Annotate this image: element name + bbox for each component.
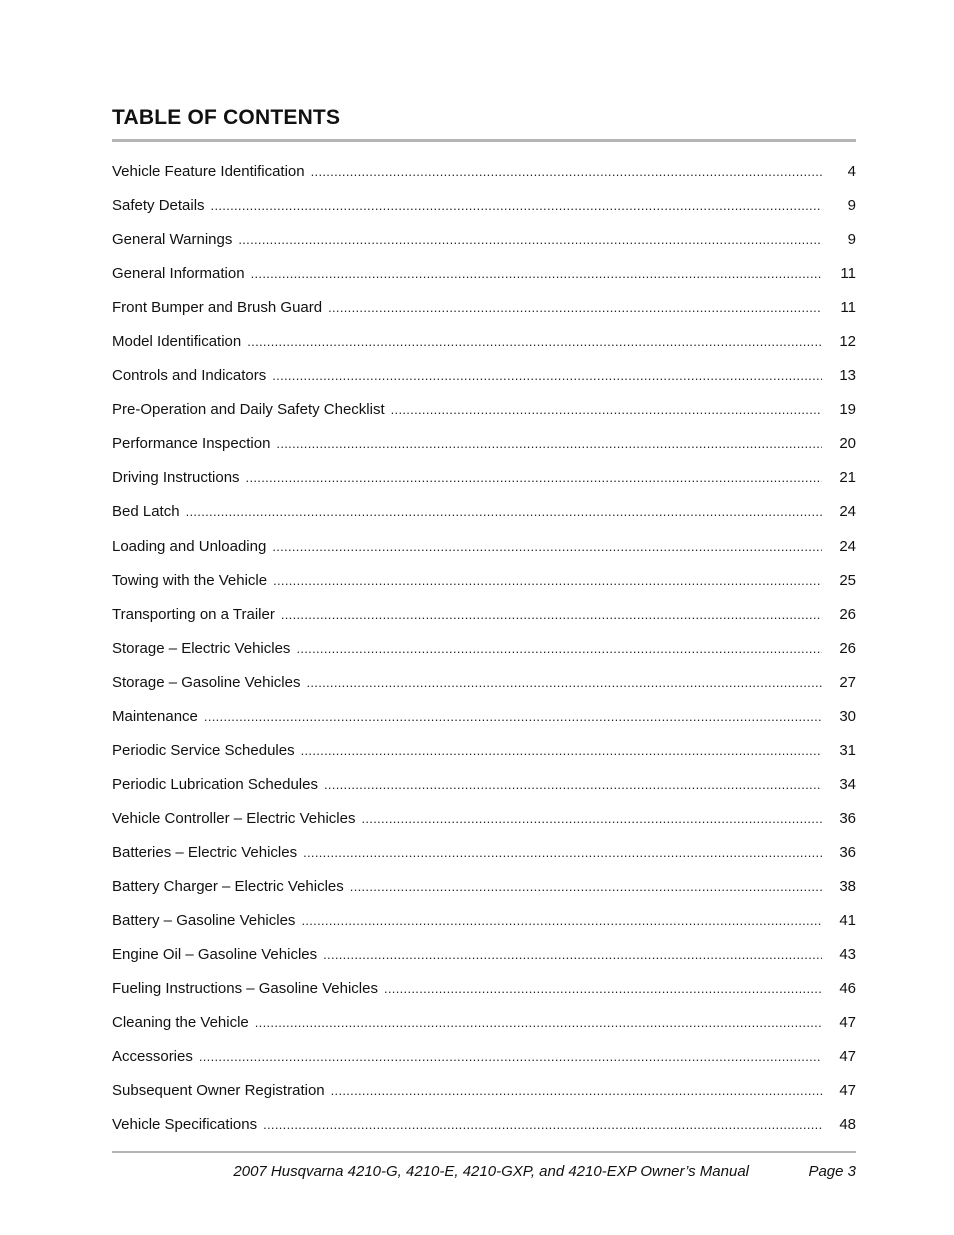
toc-dot-leader [238,230,822,250]
toc-dot-leader [328,298,822,318]
toc-entry-page: 41 [839,912,856,930]
toc-entry-page: 24 [839,503,856,521]
toc-entry-page: 11 [840,265,856,283]
toc-dot-leader [296,639,822,659]
toc-entry [112,605,856,639]
toc-entry-page: 19 [839,401,856,419]
toc-entry-title: Accessories [112,1048,193,1066]
toc-entry [112,434,856,468]
toc-entry-page: 26 [839,605,856,623]
toc-entry [112,230,856,264]
toc-entry-page: 25 [839,571,856,589]
toc-entry [112,775,856,809]
toc-entry-title: General Information [112,265,245,283]
toc-dot-leader [199,1047,822,1067]
toc-entry-page: 43 [839,946,856,964]
toc-dot-leader [384,979,822,999]
toc-entry [112,1081,856,1115]
toc-entry-title: Safety Details [112,197,205,215]
toc-entry [112,877,856,911]
toc-entry-page: 20 [839,435,856,453]
toc-entry-title: Vehicle Controller – Electric Vehicles [112,809,356,827]
toc-entry-title: Controls and Indicators [112,367,267,385]
toc-entry [112,639,856,673]
toc-dot-leader [324,775,822,795]
toc-entry-title: Towing with the Vehicle [112,571,268,589]
toc-dot-leader [391,400,822,420]
toc-entry [112,809,856,843]
toc-dot-leader [331,1081,822,1101]
toc-dot-leader [263,1115,822,1135]
toc-entry-title: Engine Oil – Gasoline Vehicles [112,946,318,964]
toc-entry [112,571,856,605]
toc-dot-leader [303,843,822,863]
footer-divider [112,1151,856,1153]
toc-entry [112,298,856,332]
toc-dot-leader [311,162,822,182]
toc-entry-title: Subsequent Owner Registration [112,1082,325,1100]
toc-entry [112,162,856,196]
toc-dot-leader [272,537,822,557]
toc-entry-title: Battery – Gasoline Vehicles [112,912,296,930]
toc-dot-leader [246,468,822,488]
toc-entry-page: 30 [839,707,856,725]
toc-entry [112,673,856,707]
toc-entry-page: 48 [839,1116,856,1134]
toc-entry-page: 26 [839,639,856,657]
toc-entry-title: Periodic Service Schedules [112,741,295,759]
toc-entry-title: Battery Charger – Electric Vehicles [112,877,344,895]
toc-entry-page: 46 [839,980,856,998]
toc-dot-leader [281,605,822,625]
toc-dot-leader [306,673,822,693]
table-of-contents [112,162,856,1149]
toc-entry [112,196,856,230]
toc-entry [112,741,856,775]
toc-entry [112,979,856,1013]
toc-entry-page: 4 [847,163,856,180]
toc-dot-leader [323,945,822,965]
toc-entry-title: Performance Inspection [112,435,271,453]
toc-dot-leader [301,911,822,931]
toc-entry-title: Cleaning the Vehicle [112,1014,249,1032]
toc-entry-page: 36 [839,809,856,827]
toc-entry-page: 9 [847,197,856,215]
toc-entry-page: 38 [839,877,856,895]
toc-entry-title: Fueling Instructions – Gasoline Vehicles [112,980,378,998]
toc-entry-title: Model Identification [112,333,242,351]
toc-entry-page: 36 [839,843,856,861]
footer-page-number: Page 3 [808,1163,856,1180]
toc-dot-leader [204,707,822,727]
toc-entry [112,502,856,536]
toc-dot-leader [251,264,822,284]
toc-entry-page: 47 [839,1082,856,1100]
toc-entry-title: Storage – Gasoline Vehicles [112,673,301,691]
footer-manual-title: 2007 Husqvarna 4210-G, 4210-E, 4210-GXP, and 4210-EXP Owner’s Manual [233,1163,749,1180]
toc-entry-title: Driving Instructions [112,469,240,487]
toc-entry [112,707,856,741]
toc-entry-page: 34 [839,775,856,793]
toc-entry-title: Transporting on a Trailer [112,605,275,623]
toc-entry [112,1115,856,1149]
toc-entry-title: Storage – Electric Vehicles [112,639,291,657]
toc-entry [112,843,856,877]
toc-entry-title: Loading and Unloading [112,537,267,555]
toc-entry-title: General Warnings [112,231,233,249]
toc-dot-leader [273,571,822,591]
toc-entry [112,1013,856,1047]
toc-entry [112,945,856,979]
toc-entry [112,1047,856,1081]
toc-entry-page: 12 [839,333,856,351]
toc-dot-leader [186,502,822,522]
toc-entry-page: 24 [839,537,856,555]
toc-dot-leader [255,1013,822,1033]
toc-entry-title: Maintenance [112,707,198,725]
toc-entry-page: 47 [839,1014,856,1032]
toc-entry-page: 9 [847,231,856,249]
toc-entry [112,366,856,400]
toc-entry [112,264,856,298]
toc-entry-title: Periodic Lubrication Schedules [112,775,318,793]
toc-dot-leader [276,434,822,454]
toc-entry-title: Bed Latch [112,503,180,521]
toc-entry-title: Vehicle Feature Identification [112,163,305,180]
title-divider [112,139,856,142]
toc-dot-leader [211,196,822,216]
toc-entry-page: 47 [839,1048,856,1066]
toc-entry-page: 11 [840,299,856,317]
toc-entry [112,911,856,945]
toc-entry-page: 21 [839,469,856,487]
toc-dot-leader [350,877,822,897]
toc-dot-leader [247,332,822,352]
toc-entry [112,537,856,571]
toc-dot-leader [361,809,822,829]
toc-entry [112,400,856,434]
toc-entry-page: 27 [839,673,856,691]
toc-entry [112,332,856,366]
toc-entry-page: 31 [839,741,856,759]
toc-entry-title: Pre-Operation and Daily Safety Checklist [112,401,385,419]
toc-entry-title: Front Bumper and Brush Guard [112,299,323,317]
page-title: TABLE OF CONTENTS [112,106,341,129]
toc-entry [112,468,856,502]
toc-dot-leader [272,366,822,386]
toc-entry-title: Vehicle Specifications [112,1116,258,1134]
toc-entry-page: 13 [839,367,856,385]
toc-dot-leader [301,741,822,761]
toc-entry-title: Batteries – Electric Vehicles [112,843,298,861]
